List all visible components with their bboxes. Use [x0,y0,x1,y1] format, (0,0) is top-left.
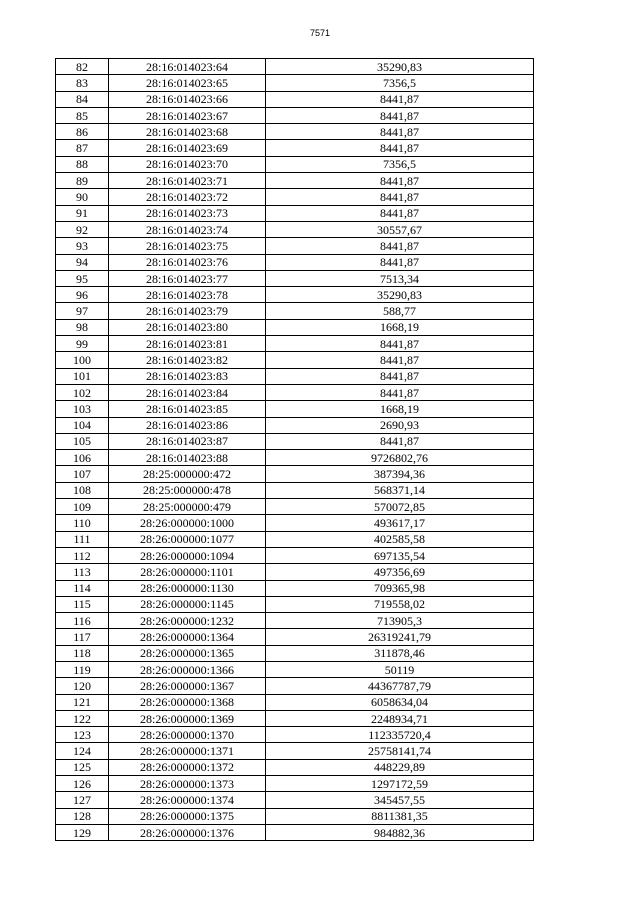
table-row [56,466,534,482]
cadastral-number-cell: 28:26:000000:1375 [109,808,266,824]
cadastral-value-cell: 1668,19 [266,319,534,335]
cadastral-number-cell: 28:16:014023:73 [109,205,266,221]
table-row [56,629,534,645]
table-body [56,59,534,841]
cadastral-value-cell: 311878,46 [266,645,534,661]
row-number-cell: 107 [56,466,109,482]
cadastral-value-cell: 50119 [266,661,534,677]
cadastral-number-cell: 28:26:000000:1365 [109,645,266,661]
cadastral-number-cell: 28:16:014023:68 [109,124,266,140]
cadastral-value-cell: 8811381,35 [266,808,534,824]
row-number-cell: 85 [56,107,109,123]
cadastral-number-cell: 28:26:000000:1373 [109,776,266,792]
table-row [56,564,534,580]
cadastral-number-cell: 28:16:014023:83 [109,368,266,384]
cadastral-number-cell: 28:16:014023:72 [109,189,266,205]
table-row [56,270,534,286]
cadastral-value-cell: 697135,54 [266,547,534,563]
table-row [56,433,534,449]
table-row [56,287,534,303]
row-number-cell: 84 [56,91,109,107]
row-number-cell: 115 [56,596,109,612]
table-row [56,417,534,433]
cadastral-number-cell: 28:25:000000:479 [109,499,266,515]
row-number-cell: 99 [56,336,109,352]
cadastral-number-cell: 28:26:000000:1094 [109,547,266,563]
cadastral-value-cell: 7513,34 [266,270,534,286]
cadastral-value-cell: 497356,69 [266,564,534,580]
table-row [56,776,534,792]
cadastral-value-cell: 7356,5 [266,156,534,172]
row-number-cell: 91 [56,205,109,221]
row-number-cell: 83 [56,75,109,91]
row-number-cell: 120 [56,678,109,694]
table-row [56,156,534,172]
cadastral-number-cell: 28:16:014023:70 [109,156,266,172]
row-number-cell: 112 [56,547,109,563]
cadastral-number-cell: 28:16:014023:71 [109,173,266,189]
table-row [56,303,534,319]
row-number-cell: 123 [56,727,109,743]
cadastral-value-cell: 8441,87 [266,368,534,384]
cadastral-value-cell: 8441,87 [266,124,534,140]
cadastral-number-cell: 28:26:000000:1366 [109,661,266,677]
cadastral-value-cell: 1668,19 [266,401,534,417]
table-row [56,710,534,726]
table-row [56,319,534,335]
row-number-cell: 108 [56,482,109,498]
table-row [56,75,534,91]
cadastral-number-cell: 28:25:000000:478 [109,482,266,498]
row-number-cell: 121 [56,694,109,710]
row-number-cell: 88 [56,156,109,172]
cadastral-number-cell: 28:16:014023:76 [109,254,266,270]
cadastral-number-cell: 28:25:000000:472 [109,466,266,482]
cadastral-number-cell: 28:26:000000:1368 [109,694,266,710]
cadastral-value-cell: 25758141,74 [266,743,534,759]
row-number-cell: 128 [56,808,109,824]
cadastral-number-cell: 28:16:014023:65 [109,75,266,91]
table-row [56,140,534,156]
cadastral-number-cell: 28:16:014023:74 [109,221,266,237]
cadastral-number-cell: 28:26:000000:1101 [109,564,266,580]
cadastral-number-cell: 28:26:000000:1232 [109,613,266,629]
cadastral-number-cell: 28:16:014023:67 [109,107,266,123]
row-number-cell: 119 [56,661,109,677]
row-number-cell: 93 [56,238,109,254]
cadastral-number-cell: 28:16:014023:82 [109,352,266,368]
cadastral-value-cell: 9726802,76 [266,450,534,466]
cadastral-value-cell: 402585,58 [266,531,534,547]
row-number-cell: 95 [56,270,109,286]
table-row [56,515,534,531]
cadastral-value-cell: 44367787,79 [266,678,534,694]
cadastral-value-cell: 345457,55 [266,792,534,808]
cadastral-value-cell: 6058634,04 [266,694,534,710]
cadastral-value-cell: 387394,36 [266,466,534,482]
row-number-cell: 126 [56,776,109,792]
row-number-cell: 82 [56,59,109,75]
cadastral-number-cell: 28:26:000000:1372 [109,759,266,775]
cadastral-value-cell: 1297172,59 [266,776,534,792]
table-row [56,580,534,596]
table-row [56,613,534,629]
cadastral-number-cell: 28:16:014023:69 [109,140,266,156]
row-number-cell: 90 [56,189,109,205]
cadastral-value-cell: 8441,87 [266,140,534,156]
row-number-cell: 110 [56,515,109,531]
cadastral-value-cell: 8441,87 [266,91,534,107]
table-row [56,91,534,107]
cadastral-value-cell: 713905,3 [266,613,534,629]
row-number-cell: 124 [56,743,109,759]
row-number-cell: 94 [56,254,109,270]
cadastral-value-cell: 570072,85 [266,499,534,515]
table-row [56,678,534,694]
page-number: 7571 [309,28,331,38]
cadastral-number-cell: 28:16:014023:87 [109,433,266,449]
cadastral-value-cell: 30557,67 [266,221,534,237]
row-number-cell: 116 [56,613,109,629]
table-row [56,759,534,775]
cadastral-value-cell: 568371,14 [266,482,534,498]
table-row [56,808,534,824]
cadastral-value-cell: 35290,83 [266,59,534,75]
row-number-cell: 106 [56,450,109,466]
table-row [56,482,534,498]
row-number-cell: 125 [56,759,109,775]
row-number-cell: 92 [56,221,109,237]
cadastral-value-cell: 7356,5 [266,75,534,91]
row-number-cell: 101 [56,368,109,384]
table-row [56,352,534,368]
table-row [56,189,534,205]
cadastral-number-cell: 28:16:014023:66 [109,91,266,107]
cadastral-value-cell: 2690,93 [266,417,534,433]
cadastral-value-cell: 8441,87 [266,352,534,368]
table-row [56,661,534,677]
table-row [56,450,534,466]
cadastral-number-cell: 28:16:014023:64 [109,59,266,75]
cadastral-value-cell: 35290,83 [266,287,534,303]
cadastral-value-cell: 8441,87 [266,336,534,352]
cadastral-number-cell: 28:26:000000:1364 [109,629,266,645]
table-row [56,221,534,237]
cadastral-value-cell: 2248934,71 [266,710,534,726]
cadastral-number-cell: 28:26:000000:1077 [109,531,266,547]
cadastral-value-cell: 719558,02 [266,596,534,612]
cadastral-number-cell: 28:26:000000:1130 [109,580,266,596]
cadastral-value-cell: 8441,87 [266,205,534,221]
row-number-cell: 111 [56,531,109,547]
cadastral-number-cell: 28:16:014023:75 [109,238,266,254]
cadastral-value-cell: 8441,87 [266,173,534,189]
table-row [56,743,534,759]
cadastral-value-cell: 8441,87 [266,433,534,449]
row-number-cell: 114 [56,580,109,596]
row-number-cell: 98 [56,319,109,335]
cadastral-number-cell: 28:26:000000:1369 [109,710,266,726]
row-number-cell: 97 [56,303,109,319]
cadastral-number-cell: 28:26:000000:1145 [109,596,266,612]
cadastral-number-cell: 28:16:014023:86 [109,417,266,433]
table-row [56,694,534,710]
cadastral-value-cell: 709365,98 [266,580,534,596]
table-row [56,254,534,270]
row-number-cell: 105 [56,433,109,449]
cadastral-number-cell: 28:26:000000:1371 [109,743,266,759]
cadastral-value-cell: 26319241,79 [266,629,534,645]
row-number-cell: 89 [56,173,109,189]
cadastral-number-cell: 28:16:014023:80 [109,319,266,335]
cadastral-number-cell: 28:16:014023:85 [109,401,266,417]
row-number-cell: 129 [56,824,109,840]
table-row [56,368,534,384]
table-row [56,531,534,547]
cadastral-value-cell: 588,77 [266,303,534,319]
row-number-cell: 87 [56,140,109,156]
cadastral-number-cell: 28:26:000000:1374 [109,792,266,808]
table-row [56,792,534,808]
cadastral-number-cell: 28:26:000000:1000 [109,515,266,531]
row-number-cell: 100 [56,352,109,368]
cadastral-value-cell: 8441,87 [266,384,534,400]
cadastral-number-cell: 28:26:000000:1367 [109,678,266,694]
cadastral-number-cell: 28:16:014023:77 [109,270,266,286]
cadastral-number-cell: 28:16:014023:78 [109,287,266,303]
table-row [56,499,534,515]
cadastral-value-cell: 448229,89 [266,759,534,775]
cadastral-number-cell: 28:16:014023:88 [109,450,266,466]
cadastral-value-cell: 493617,17 [266,515,534,531]
cadastral-value-cell: 8441,87 [266,238,534,254]
table-row [56,645,534,661]
table-row [56,596,534,612]
table-row [56,124,534,140]
row-number-cell: 86 [56,124,109,140]
row-number-cell: 122 [56,710,109,726]
table-row [56,107,534,123]
cadastral-value-table [55,58,534,841]
table-row [56,59,534,75]
table-row [56,384,534,400]
row-number-cell: 104 [56,417,109,433]
cadastral-value-cell: 8441,87 [266,189,534,205]
table-row [56,727,534,743]
table-row [56,824,534,840]
table-row [56,547,534,563]
row-number-cell: 118 [56,645,109,661]
cadastral-number-cell: 28:16:014023:81 [109,336,266,352]
cadastral-value-cell: 8441,87 [266,254,534,270]
table-row [56,205,534,221]
row-number-cell: 103 [56,401,109,417]
row-number-cell: 102 [56,384,109,400]
row-number-cell: 127 [56,792,109,808]
cadastral-value-cell: 112335720,4 [266,727,534,743]
row-number-cell: 109 [56,499,109,515]
row-number-cell: 96 [56,287,109,303]
cadastral-number-cell: 28:16:014023:84 [109,384,266,400]
table-row [56,336,534,352]
table-row [56,173,534,189]
cadastral-number-cell: 28:26:000000:1370 [109,727,266,743]
row-number-cell: 113 [56,564,109,580]
table-row [56,401,534,417]
cadastral-value-cell: 984882,36 [266,824,534,840]
table-row [56,238,534,254]
cadastral-number-cell: 28:26:000000:1376 [109,824,266,840]
row-number-cell: 117 [56,629,109,645]
cadastral-number-cell: 28:16:014023:79 [109,303,266,319]
cadastral-value-cell: 8441,87 [266,107,534,123]
